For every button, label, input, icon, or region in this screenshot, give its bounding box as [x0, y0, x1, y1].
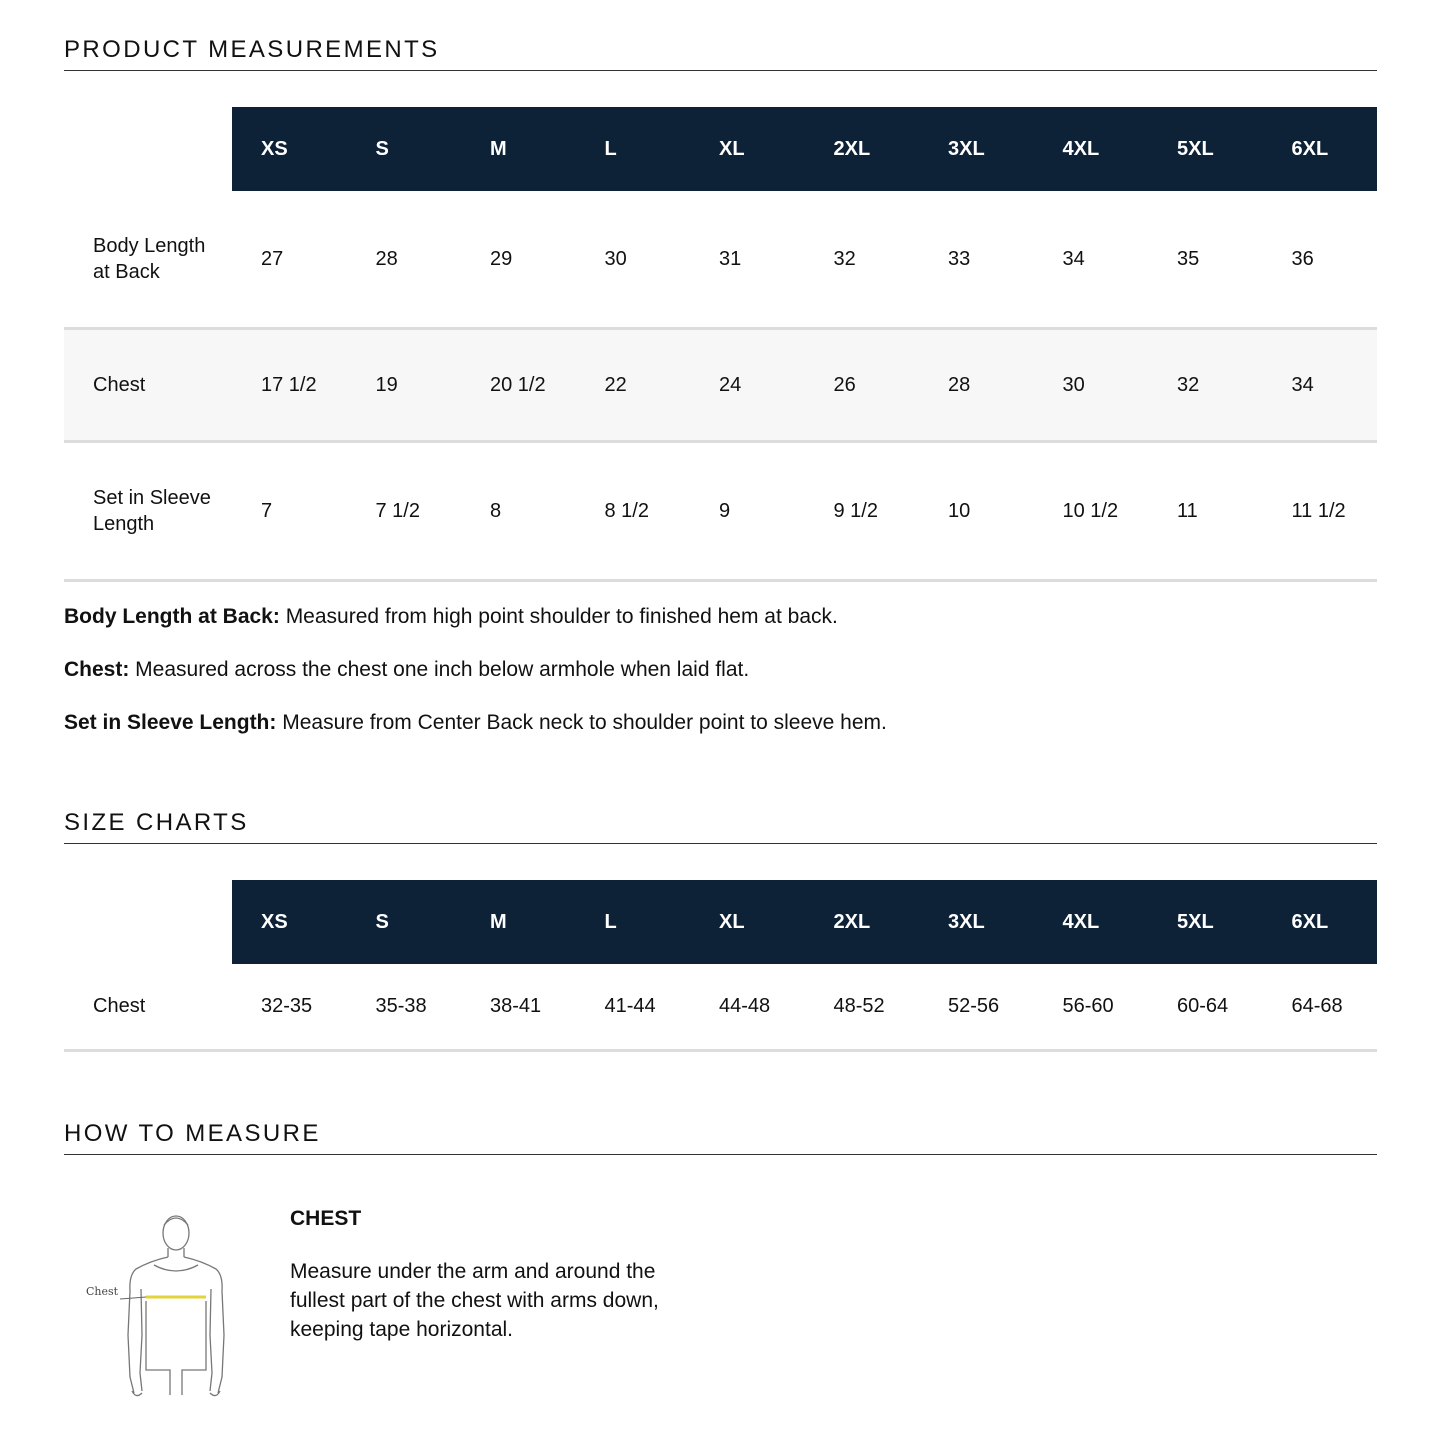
size-header-6xl: 6XL — [1263, 880, 1378, 964]
table-cell: 35 — [1148, 191, 1263, 328]
table-cell: 10 1/2 — [1034, 441, 1149, 580]
table-cell: 28 — [347, 191, 462, 328]
header-corner — [64, 880, 232, 964]
body-outline-illustration — [84, 1205, 229, 1405]
table-row — [64, 328, 1377, 441]
table-cell: 31 — [690, 191, 805, 328]
size-header-4xl: 4XL — [1034, 107, 1149, 191]
table-cell: 22 — [576, 328, 691, 441]
size-header-5xl: 5XL — [1148, 880, 1263, 964]
table-row — [64, 964, 1377, 1050]
size-header-xl: XL — [690, 107, 805, 191]
definition-item — [64, 709, 1377, 737]
size-header-l: L — [576, 880, 691, 964]
table-cell: 11 — [1148, 441, 1263, 580]
table-cell: 30 — [576, 191, 691, 328]
table-cell: 8 1/2 — [576, 441, 691, 580]
table-cell: 19 — [347, 328, 462, 441]
table-cell: 35-38 — [347, 964, 462, 1050]
size-header-s: S — [347, 880, 462, 964]
row-label: Chest — [64, 964, 232, 1050]
table-cell: 7 — [232, 441, 347, 580]
table-cell: 27 — [232, 191, 347, 328]
table-cell: 9 — [690, 441, 805, 580]
table-cell: 11 1/2 — [1263, 441, 1378, 580]
size-header-5xl: 5XL — [1148, 107, 1263, 191]
table-cell: 52-56 — [919, 964, 1034, 1050]
header-corner — [64, 107, 232, 191]
size-header-6xl: 6XL — [1263, 107, 1378, 191]
table-row — [64, 191, 1377, 328]
table-cell: 32-35 — [232, 964, 347, 1050]
definition-text: Measured from high point shoulder to finished hem at back. — [279, 605, 838, 628]
chest-heading: CHEST — [290, 1207, 362, 1230]
table-cell: 9 1/2 — [805, 441, 920, 580]
table-cell: 34 — [1034, 191, 1149, 328]
product-measurements-title: PRODUCT MEASUREMENTS — [64, 36, 1377, 71]
size-header-s: S — [347, 107, 462, 191]
table-cell: 7 1/2 — [347, 441, 462, 580]
table-cell: 32 — [1148, 328, 1263, 441]
row-label: Body Length at Back — [64, 191, 232, 328]
table-cell: 33 — [919, 191, 1034, 328]
size-header-2xl: 2XL — [805, 107, 920, 191]
size-header-2xl: 2XL — [805, 880, 920, 964]
table-cell: 64-68 — [1263, 964, 1378, 1050]
definition-term: Body Length at Back: — [64, 605, 280, 628]
table-cell: 38-41 — [461, 964, 576, 1050]
table-cell: 8 — [461, 441, 576, 580]
product-measurements-table — [64, 107, 1377, 582]
definition-item — [64, 603, 1377, 631]
size-charts-title: SIZE CHARTS — [64, 809, 1377, 844]
size-header-3xl: 3XL — [919, 107, 1034, 191]
size-header-4xl: 4XL — [1034, 880, 1149, 964]
table-cell: 10 — [919, 441, 1034, 580]
table-cell: 26 — [805, 328, 920, 441]
table-cell: 56-60 — [1034, 964, 1149, 1050]
definition-term: Chest: — [64, 658, 130, 681]
definition-text: Measure from Center Back neck to shoulder point to sleeve hem. — [276, 711, 887, 734]
definition-text: Measured across the chest one inch below armhole when laid flat. — [129, 658, 750, 681]
table-cell: 44-48 — [690, 964, 805, 1050]
size-chart-table — [64, 880, 1377, 1052]
table-cell: 34 — [1263, 328, 1378, 441]
chest-measure-figure — [84, 1205, 229, 1405]
table-cell: 29 — [461, 191, 576, 328]
figure-chest-label: Chest — [86, 1285, 119, 1298]
size-header-xs: XS — [232, 880, 347, 964]
size-header-row — [64, 107, 1377, 191]
row-label: Chest — [64, 328, 232, 441]
table-cell: 60-64 — [1148, 964, 1263, 1050]
definition-term: Set in Sleeve Length: — [64, 711, 277, 734]
table-row — [64, 441, 1377, 580]
table-cell: 36 — [1263, 191, 1378, 328]
size-header-m: M — [461, 107, 576, 191]
size-header-xl: XL — [690, 880, 805, 964]
size-header-m: M — [461, 880, 576, 964]
row-label: Set in Sleeve Length — [64, 441, 232, 580]
table-cell: 24 — [690, 328, 805, 441]
size-header-3xl: 3XL — [919, 880, 1034, 964]
size-header-xs: XS — [232, 107, 347, 191]
measurement-definitions — [64, 603, 1377, 762]
table-cell: 41-44 — [576, 964, 691, 1050]
how-to-measure-title: HOW TO MEASURE — [64, 1120, 1377, 1155]
table-cell: 17 1/2 — [232, 328, 347, 441]
table-cell: 28 — [919, 328, 1034, 441]
table-cell: 48-52 — [805, 964, 920, 1050]
size-header-l: L — [576, 107, 691, 191]
table-cell: 32 — [805, 191, 920, 328]
chest-instructions: Measure under the arm and around the fullest part of the chest with arms down, keeping tape horizontal. — [290, 1260, 659, 1341]
table-cell: 20 1/2 — [461, 328, 576, 441]
definition-item — [64, 656, 1377, 684]
size-header-row — [64, 880, 1377, 964]
table-cell: 30 — [1034, 328, 1149, 441]
